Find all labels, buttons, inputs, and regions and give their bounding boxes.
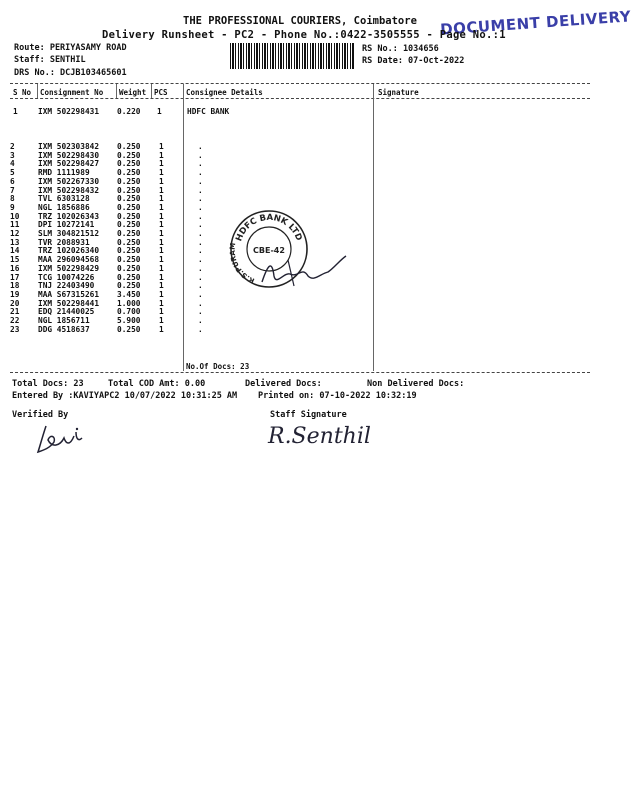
no-of-docs: No.Of Docs: 23 [186, 362, 250, 371]
non-delivered-docs: Non Delivered Docs: [367, 379, 465, 389]
row-weight: 0.250 [117, 142, 141, 151]
row-pcs: 1 [159, 229, 164, 239]
row-sno: 12 [10, 229, 20, 239]
row-sno: 6 [10, 176, 15, 186]
row-weight: 0.250 [117, 281, 141, 291]
row-pcs: 1 [159, 324, 164, 334]
printed-on: Printed on: 07-10-2022 10:32:19 [258, 391, 417, 401]
column-line [37, 84, 38, 98]
row-weight: 0.250 [117, 220, 141, 230]
row-consignment: DPI 10272141 [38, 220, 95, 230]
row-sno: 5 [10, 168, 15, 178]
row-consignment: TVL 6303128 [38, 194, 90, 204]
route-label: Route: PERIYASAMY ROAD [14, 43, 127, 53]
entered-by: Entered By :KAVIYAPC2 10/07/2022 10:31:25 AM [12, 391, 238, 401]
row-consignment: EDQ 21440025 [38, 307, 95, 317]
row-consignment: IXM 502303842 [38, 142, 100, 151]
row-sno: 17 [10, 272, 20, 282]
row-pcs: 1 [159, 246, 164, 256]
row-consignee: . [198, 211, 203, 221]
row-weight: 0.250 [117, 159, 141, 169]
company-name: THE PROFESSIONAL COURIERS, Coimbatore [183, 15, 417, 27]
row-weight: 0.250 [117, 246, 141, 256]
drs-number: DRS No.: DCJB103465601 [14, 68, 127, 78]
row-consignee: . [198, 142, 203, 151]
row-sno: 10 [10, 211, 20, 221]
row-consignee: . [198, 263, 203, 273]
stamp-center-text: CBE-42 [253, 246, 285, 255]
row-sno: 11 [10, 220, 20, 230]
row-sno: 22 [10, 316, 20, 326]
row-consignee: . [198, 246, 203, 256]
row-consignee: HDFC BANK [187, 107, 230, 116]
row-pcs: 1 [159, 168, 164, 178]
row-sno: 13 [10, 237, 20, 247]
row-consignee: . [198, 220, 203, 230]
row-weight: 0.250 [117, 185, 141, 195]
divider [10, 83, 590, 84]
row-sno: 4 [10, 159, 15, 169]
row-consignment: TNJ 22403490 [38, 281, 95, 291]
table-row [10, 326, 203, 335]
receiver-signature [258, 252, 350, 292]
row-weight: 0.250 [117, 263, 141, 273]
row-consignment: TRZ 102026343 [38, 211, 100, 221]
verified-by-label: Verified By [12, 410, 69, 420]
row-sno: 8 [10, 194, 15, 204]
row-pcs: 1 [159, 194, 164, 204]
rs-number: RS No.: 1034656 [362, 44, 439, 54]
column-line [151, 84, 152, 98]
row-weight: 0.700 [117, 307, 141, 317]
row-pcs: 1 [159, 272, 164, 282]
row-weight: 0.250 [117, 211, 141, 221]
staff-signature: R.Senthil [268, 424, 371, 449]
row-pcs: 1 [159, 298, 164, 308]
row-consignee: . [198, 272, 203, 282]
row-consignment: IXM 502298431 [38, 107, 100, 116]
row-consignment: MAA 296094568 [38, 255, 100, 265]
row-consignment: IXM 502298441 [38, 298, 100, 308]
col-header-consignee: Consignee Details [186, 88, 263, 97]
row-consignment: MAA S67315261 [38, 289, 100, 299]
row-consignee: . [198, 237, 203, 247]
row-weight: 0.250 [117, 168, 141, 178]
staff-signature-label: Staff Signature [270, 410, 347, 420]
row-consignment: NGL 1856711 [38, 316, 90, 326]
row-consignee: . [198, 324, 203, 334]
column-line [373, 84, 374, 371]
row-pcs: 1 [159, 255, 164, 265]
row-pcs: 1 [159, 220, 164, 230]
row-pcs: 1 [159, 281, 164, 291]
row-pcs: 1 [159, 185, 164, 195]
row-consignment: TVR 2088931 [38, 237, 90, 247]
row-consignment: IXM 502298430 [38, 150, 100, 160]
row-weight: 0.250 [117, 237, 141, 247]
row-pcs: 1 [159, 202, 164, 212]
row-consignment: SLM 304821512 [38, 229, 100, 239]
row-consignee: . [198, 316, 203, 326]
row-sno: 20 [10, 298, 20, 308]
row-pcs: 1 [159, 176, 164, 186]
staff-label: Staff: SENTHIL [14, 55, 86, 65]
row-sno: 23 [10, 324, 20, 334]
row-weight: 0.250 [117, 324, 141, 334]
column-line [116, 84, 117, 98]
row-consignee: . [198, 281, 203, 291]
row-consignment: TRZ 102026340 [38, 246, 100, 256]
stamp-side-text: R.S.PURAM [228, 242, 256, 285]
row-pcs: 1 [159, 211, 164, 221]
verified-signature [30, 420, 100, 458]
row-consignment: NGL 1856886 [38, 202, 90, 212]
row-weight: 3.450 [117, 289, 141, 299]
row-sno: 19 [10, 289, 20, 299]
row-sno: 21 [10, 307, 20, 317]
row-weight: 0.220 [117, 107, 141, 116]
row-consignment: DDG 4518637 [38, 324, 90, 334]
row-pcs: 1 [159, 263, 164, 273]
row-consignee: . [198, 202, 203, 212]
row-weight: 0.250 [117, 194, 141, 204]
row-pcs: 1 [159, 316, 164, 326]
row-consignment: RMD 1111989 [38, 168, 90, 178]
row-sno: 18 [10, 281, 20, 291]
row-weight: 0.250 [117, 150, 141, 160]
row-pcs: 1 [157, 107, 162, 116]
row-pcs: 1 [159, 159, 164, 169]
row-sno: 7 [10, 185, 15, 195]
barcode [230, 43, 355, 69]
row-consignee: . [198, 229, 203, 239]
row-pcs: 1 [159, 237, 164, 247]
col-header-consignment: Consignment No [40, 88, 104, 97]
row-consignment: IXM 502267330 [38, 176, 100, 186]
row-pcs: 1 [159, 150, 164, 160]
row-consignment: TCG 10074226 [38, 272, 95, 282]
row-consignee: . [198, 307, 203, 317]
row-consignee: . [198, 298, 203, 308]
row-consignee: . [198, 159, 203, 169]
row-consignment: IXM 502298427 [38, 159, 100, 169]
row-consignee: . [198, 289, 203, 299]
row-sno: 2 [10, 142, 15, 151]
row-sno: 1 [13, 107, 18, 116]
stamp-top-text: HDFC BANK LTD [234, 212, 304, 243]
row-consignee: . [198, 150, 203, 160]
row-consignee: . [198, 255, 203, 265]
consignment-table [10, 143, 203, 334]
col-header-weight: Weight [119, 88, 147, 97]
row-pcs: 1 [159, 289, 164, 299]
document-delivery-stamp: DOCUMENT DELIVERY [439, 7, 632, 39]
row-weight: 0.250 [117, 229, 141, 239]
divider [10, 98, 590, 99]
rs-date: RS Date: 07-Oct-2022 [362, 56, 465, 66]
row-sno: 3 [10, 150, 15, 160]
svg-text:HDFC BANK LTD [234, 213, 303, 243]
row-pcs: 1 [159, 307, 164, 317]
row-weight: 0.250 [117, 202, 141, 212]
col-header-signature: Signature [378, 88, 419, 97]
total-docs: Total Docs: 23 [12, 379, 84, 389]
row-weight: 1.000 [117, 298, 141, 308]
runsheet-title: Delivery Runsheet - PC2 - Phone No.:0422-3505555 - Page No.:1 [102, 29, 506, 41]
row-sno: 9 [10, 202, 15, 212]
divider [10, 372, 590, 373]
col-header-sno: S No [13, 88, 32, 97]
row-weight: 0.250 [117, 255, 141, 265]
row-sno: 15 [10, 255, 20, 265]
col-header-pcs: PCS [154, 88, 168, 97]
row-weight: 0.250 [117, 272, 141, 282]
row-consignee: . [198, 194, 203, 204]
row-consignee: . [198, 168, 203, 178]
row-weight: 5.900 [117, 316, 141, 326]
row-sno: 14 [10, 246, 20, 256]
row-consignment: IXM 502298432 [38, 185, 100, 195]
delivered-docs: Delivered Docs: [245, 379, 322, 389]
row-pcs: 1 [159, 142, 164, 151]
row-weight: 0.250 [117, 176, 141, 186]
row-sno: 16 [10, 263, 20, 273]
row-consignee: . [198, 185, 203, 195]
total-cod: Total COD Amt: 0.00 [108, 379, 206, 389]
row-consignee: . [198, 176, 203, 186]
row-consignment: IXM 502298429 [38, 263, 100, 273]
